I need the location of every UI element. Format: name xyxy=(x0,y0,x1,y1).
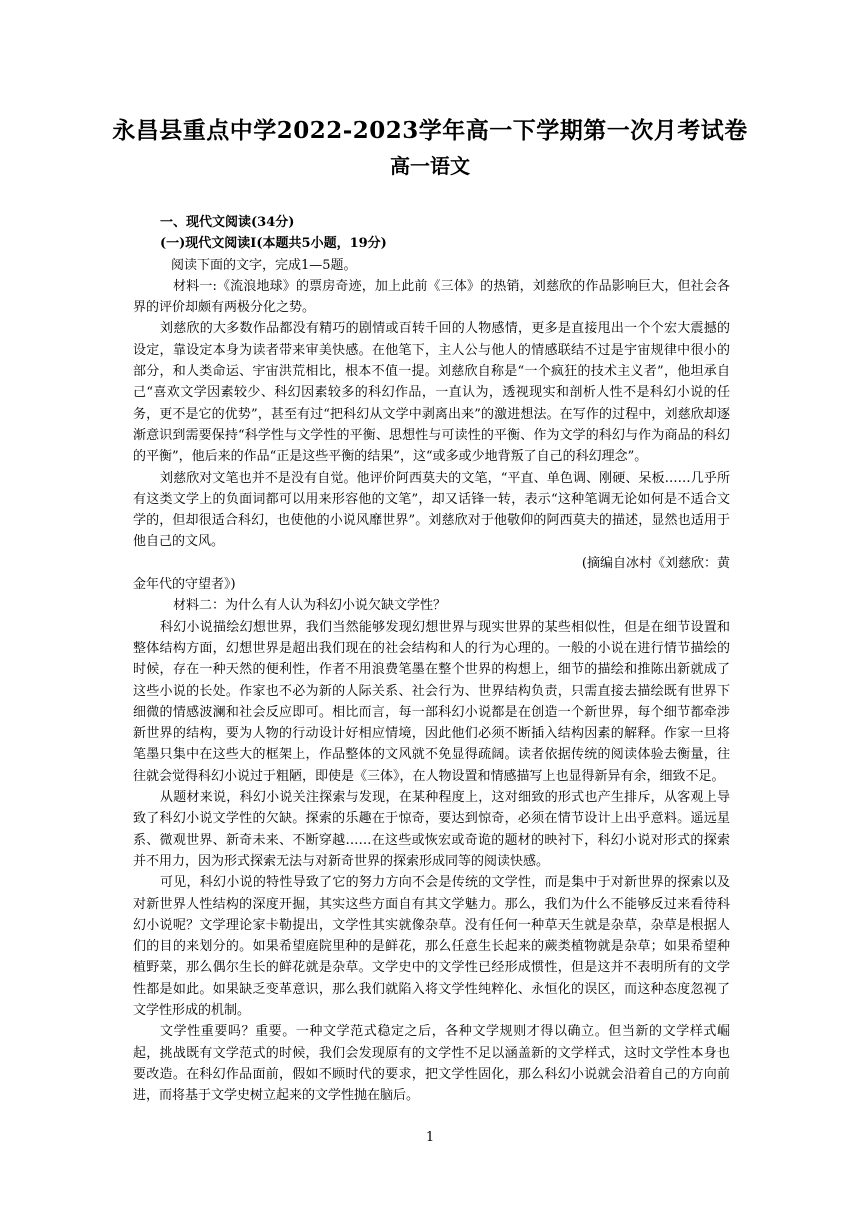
page-number: 1 xyxy=(425,1130,435,1145)
exam-subject: 高一语文 xyxy=(390,154,470,178)
reading-section xyxy=(133,212,730,1106)
instruction-text: 阅读下面的文字，完成1—5题。 xyxy=(171,257,357,273)
material1-paragraph: 刘慈欣的大多数作品都没有精巧的剧情或百转千回的人物感情，更多是直接甩出一个个宏大震撼的设定，靠设定本身为读者带来审美快感。在他笔下，主人公与他人的情感联结不过是宇宙规律中很小的部分，和人类命运、宇宙洪荒相比，根本不值一提。刘慈欣自称是“一个疯狂的技术主义者”，他坦承自己“喜欢文学因素较少、科幻因素较多的科幻作品，一直认为，透视现实和剖析人性不是科幻小说的任务，更不是它的优势”，甚至有过“把科幻从文学中剥离出来”的激进想法。在写作的过程中，刘慈欣却逐渐意识到需要保持“科学性与文学性的平衡、思想性与可读性的平衡、作为文学的科幻与作为商品的科幻的平衡”，他后来的作品“正是这些平衡的结果”，这“或多或少地背叛了自己的科幻理念”。 xyxy=(133,321,730,465)
section-heading: 一、现代文阅读(34分) xyxy=(160,215,295,230)
material2-paragraph: 从题材来说，科幻小说关注探索与发现，在某种程度上，这对细致的形式也产生排斥，从客观上导致了科幻小说文学性的欠缺。探索的乐趣在于惊奇，要达到惊奇，必须在情节设计上出乎意料。遥远星系、微观世界、新奇未来、不断穿越……在这些或恢宏或奇诡的题材的映衬下，科幻小说对形式的探索并不用力，因为形式探索无法与对新奇世界的探索形成同等的阅读快感。 xyxy=(133,790,730,869)
material1-source: (摘编自冰村《刘慈欣：黄 xyxy=(581,555,730,571)
subsection-heading: (一)现代文阅读Ⅰ(本题共5小题，19分) xyxy=(160,236,387,252)
material2-paragraph: 科幻小说描绘幻想世界，我们当然能够发现幻想世界与现实世界的某些相似性，但是在细节设置和整体结构方面，幻想世界是超出我们现在的社会结构和人的行为心理的。一般的小说在进行情节描绘的时候，存在一种天然的便利性，作者不用浪费笔墨在整个世界的构想上，细节的描绘和推陈出新就成了这些小说的长处。作家也不必为新的人际关系、社会行为、世界结构负责，只需直接去描绘既有世界下细微的情感波澜和社会反应即可。相比而言，每一部科幻小说都是在创造一个新世界，每个细节都牵涉新世界的结构，要为人物的行动设计好相应情境，因此他们必须不断插入结构因素的解释。作家一旦将笔墨只集中在这些大的框架上，作品整体的文风就不免显得疏阔。读者依据传统的阅读体验去衡量，往往就会觉得科幻小说过于粗陋，即使是《三体》，在人物设置和情感描写上也显得新异有余，细致不足。 xyxy=(133,619,730,784)
material2-paragraph: 文学性重要吗？重要。一种文学范式稳定之后，各种文学规则才得以确立。但当新的文学样式崛起，挑战既有文学范式的时候，我们会发现原有的文学性不足以涵盖新的文学样式，这时文学性本身也要改造。在科幻作品面前，假如不顾时代的要求，把文学性固化，那么科幻小说就会沿着自己的方向前进，而将基于文学史树立起来的文学性抛在脑后。 xyxy=(133,1024,730,1104)
material2-paragraph: 可见，科幻小说的特性导致了它的努力方向不会是传统的文学性，而是集中于对新世界的探索以及对新世界人性结构的深度开掘，其实这些方面自有其文学魅力。那么，我们为什么不能够反过来看待科幻小说呢？文学理论家卡勒提出，文学性其实就像杂草。没有任何一种草天生就是杂草，杂草是根据人们的目的来划分的。如果希望庭院里种的是鲜花，那么任意生长起来的蕨类植物就是杂草；如果希望种植野菜，那么偶尔生长的鲜花就是杂草。文学史中的文学性已经形成惯性，但是这并不表明所有的文学性都是如此。如果缺乏变革意识，那么我们就陷入将文学性纯粹化、永恒化的误区，而这种态度忽视了文学性形成的机制。 xyxy=(133,875,730,1018)
material1-paragraph: 刘慈欣对文笔也并不是没有自觉。他评价阿西莫夫的文笔，“平直、单色调、刚硬、呆板……几乎所有这类文学上的负面词都可以用来形容他的文笔”，却又话锋一转，表示“这种笔调无论如何是不适合文学的，但却很适合科幻，也使他的小说风靡世界”。刘慈欣对于他敬仰的阿西莫夫的描述，显然也适用于他自己的文风。 xyxy=(133,470,730,550)
exam-title: 永昌县重点中学2022-2023学年高一下学期第一次月考试卷 xyxy=(112,117,748,144)
material1-source-cont: 金年代的守望者》) xyxy=(133,577,236,593)
material1-intro: 材料一:《流浪地球》的票房奇迹，加上此前《三体》的热销，刘慈欣的作品影响巨大，但社会各界的评价却颇有两极分化之势。 xyxy=(133,278,730,316)
material2-intro: 材料二：为什么有人认为科幻小说欠缺文学性？ xyxy=(173,598,447,614)
